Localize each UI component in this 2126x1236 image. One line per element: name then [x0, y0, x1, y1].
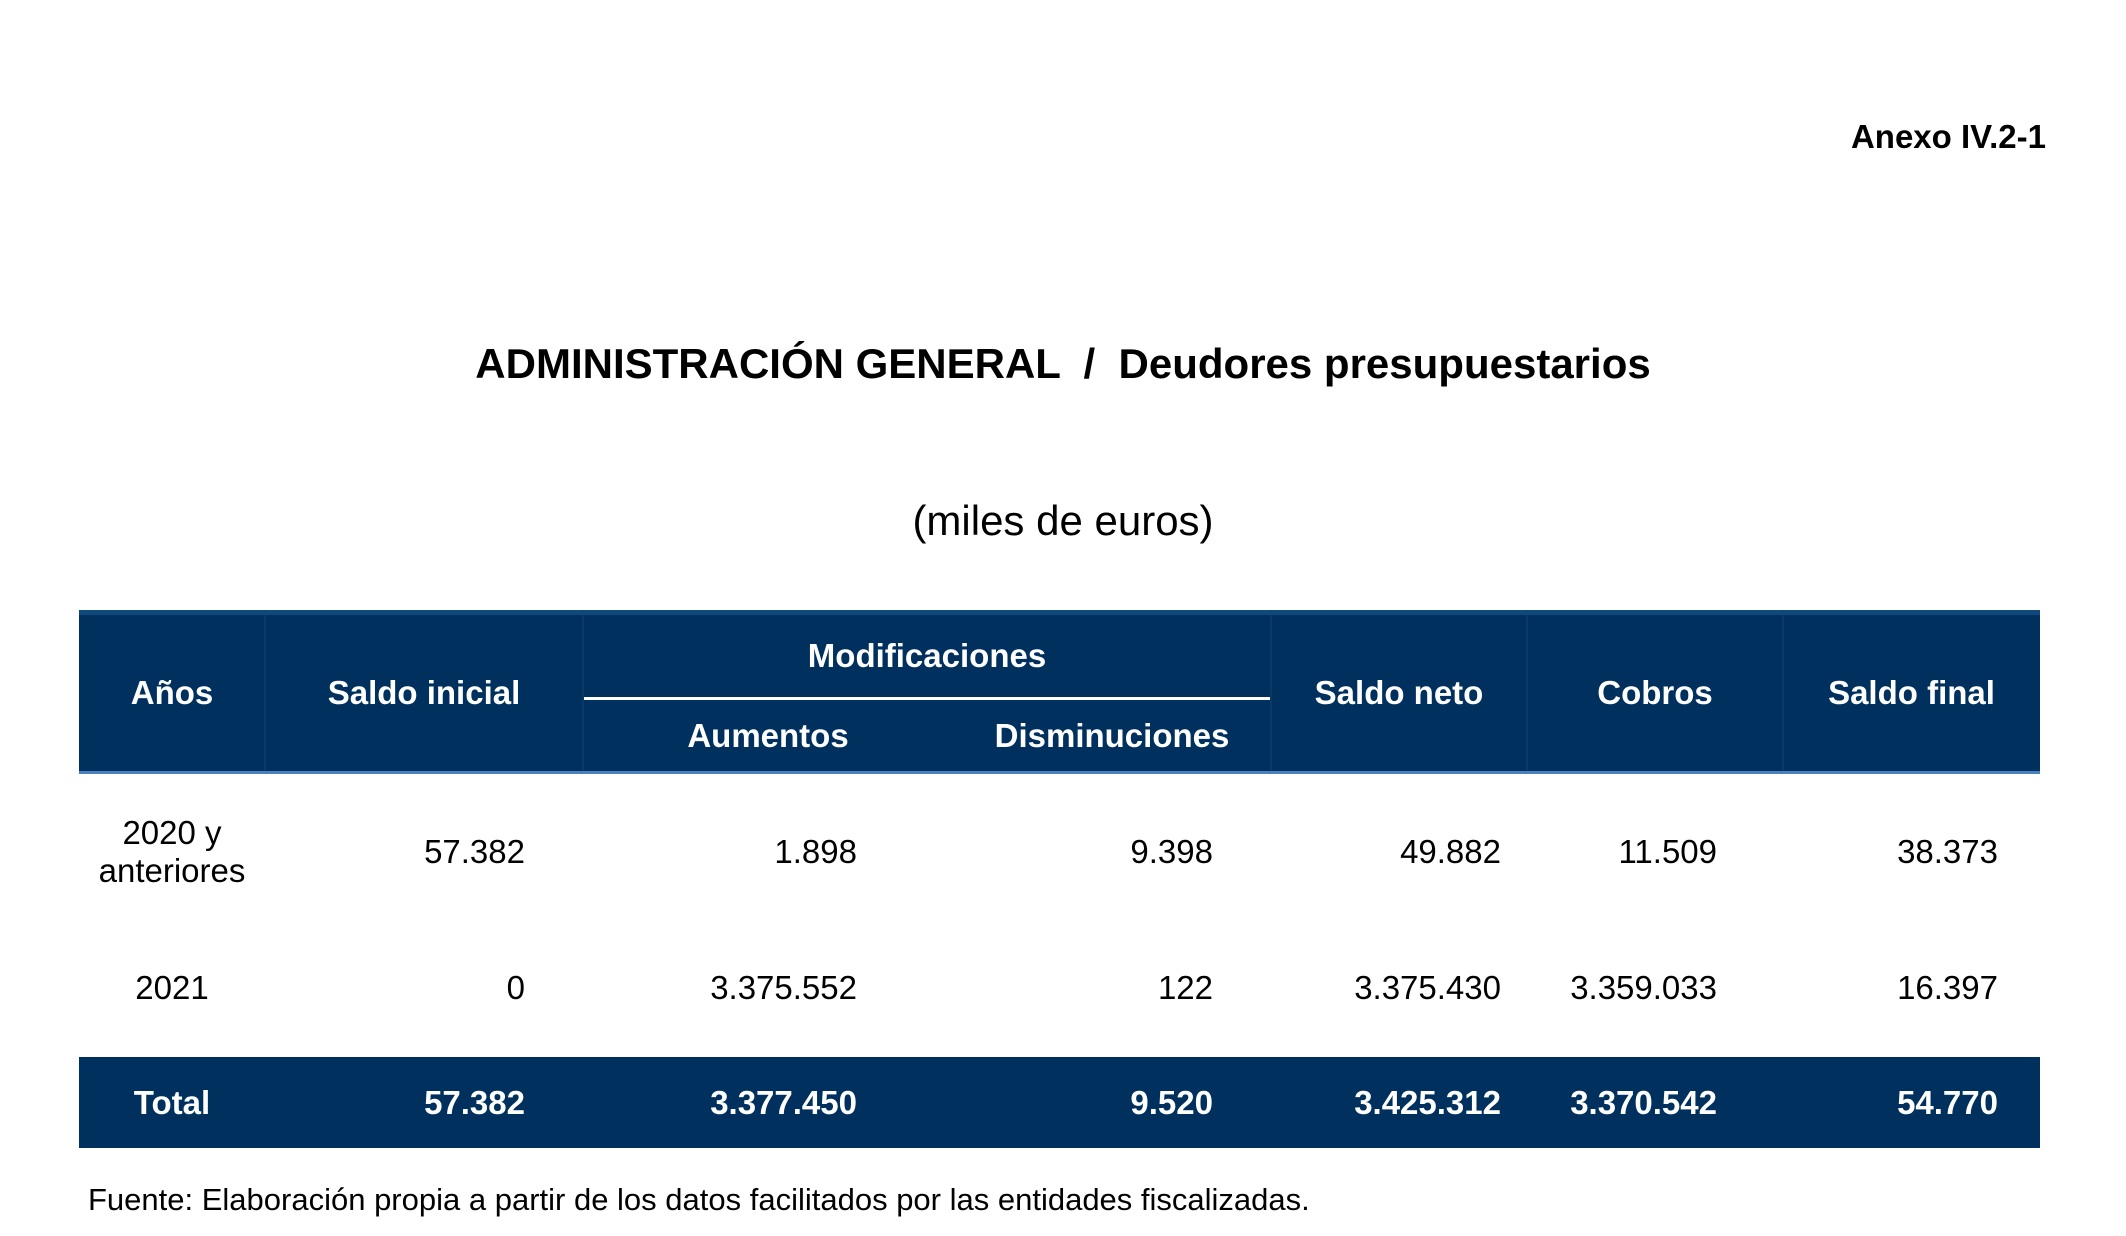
table-row	[79, 920, 2040, 1056]
column-divider	[1782, 615, 1784, 771]
header-years: Años	[130, 674, 214, 711]
page-title: ADMINISTRACIÓN GENERAL / Deudores presupuestarios	[475, 340, 1651, 387]
column-divider	[1270, 615, 1272, 771]
row-decreases: 122	[1157, 969, 1213, 1006]
header-increases: Aumentos	[687, 717, 849, 754]
header-modifications: Modificaciones	[807, 637, 1047, 674]
header-initial-balance: Saldo inicial	[327, 674, 521, 711]
table-header	[79, 610, 2040, 774]
total-net: 3.425.312	[1354, 1083, 1501, 1121]
row-final: 16.397	[1897, 969, 1998, 1006]
row-decreases: 9.398	[1130, 833, 1213, 870]
header-net-balance: Saldo neto	[1314, 674, 1484, 711]
source-note: Fuente: Elaboración propia a partir de los datos facilitados por las entidades fiscalizadas.	[88, 1182, 1310, 1217]
total-decreases: 9.520	[1130, 1083, 1213, 1121]
total-label: Total	[133, 1083, 211, 1121]
row-collections: 3.359.033	[1570, 969, 1717, 1006]
row-year: 2020 y anteriores	[98, 814, 246, 889]
header-decreases: Disminuciones	[994, 717, 1230, 754]
total-row	[79, 1057, 2040, 1148]
header-final-balance: Saldo final	[1828, 674, 1995, 711]
row-net: 3.375.430	[1354, 969, 1501, 1006]
total-final: 54.770	[1897, 1083, 1998, 1121]
row-initial: 57.382	[424, 833, 525, 870]
row-increases: 1.898	[774, 833, 857, 870]
column-divider	[582, 615, 584, 771]
total-increases: 3.377.450	[710, 1083, 857, 1121]
column-divider	[1526, 615, 1528, 771]
total-collections: 3.370.542	[1570, 1083, 1717, 1121]
row-increases: 3.375.552	[710, 969, 857, 1006]
table-row	[79, 784, 2040, 920]
row-year: 2021	[135, 969, 209, 1006]
column-divider	[264, 615, 266, 771]
units-label: (miles de euros)	[912, 497, 1214, 544]
header-collections: Cobros	[1597, 674, 1713, 711]
row-initial: 0	[506, 969, 525, 1006]
row-net: 49.882	[1400, 833, 1501, 870]
row-collections: 11.509	[1618, 833, 1717, 870]
row-final: 38.373	[1897, 833, 1998, 870]
debtors-table	[79, 610, 2040, 1148]
annex-label: Anexo IV.2-1	[1850, 118, 2046, 155]
total-initial: 57.382	[424, 1083, 525, 1121]
